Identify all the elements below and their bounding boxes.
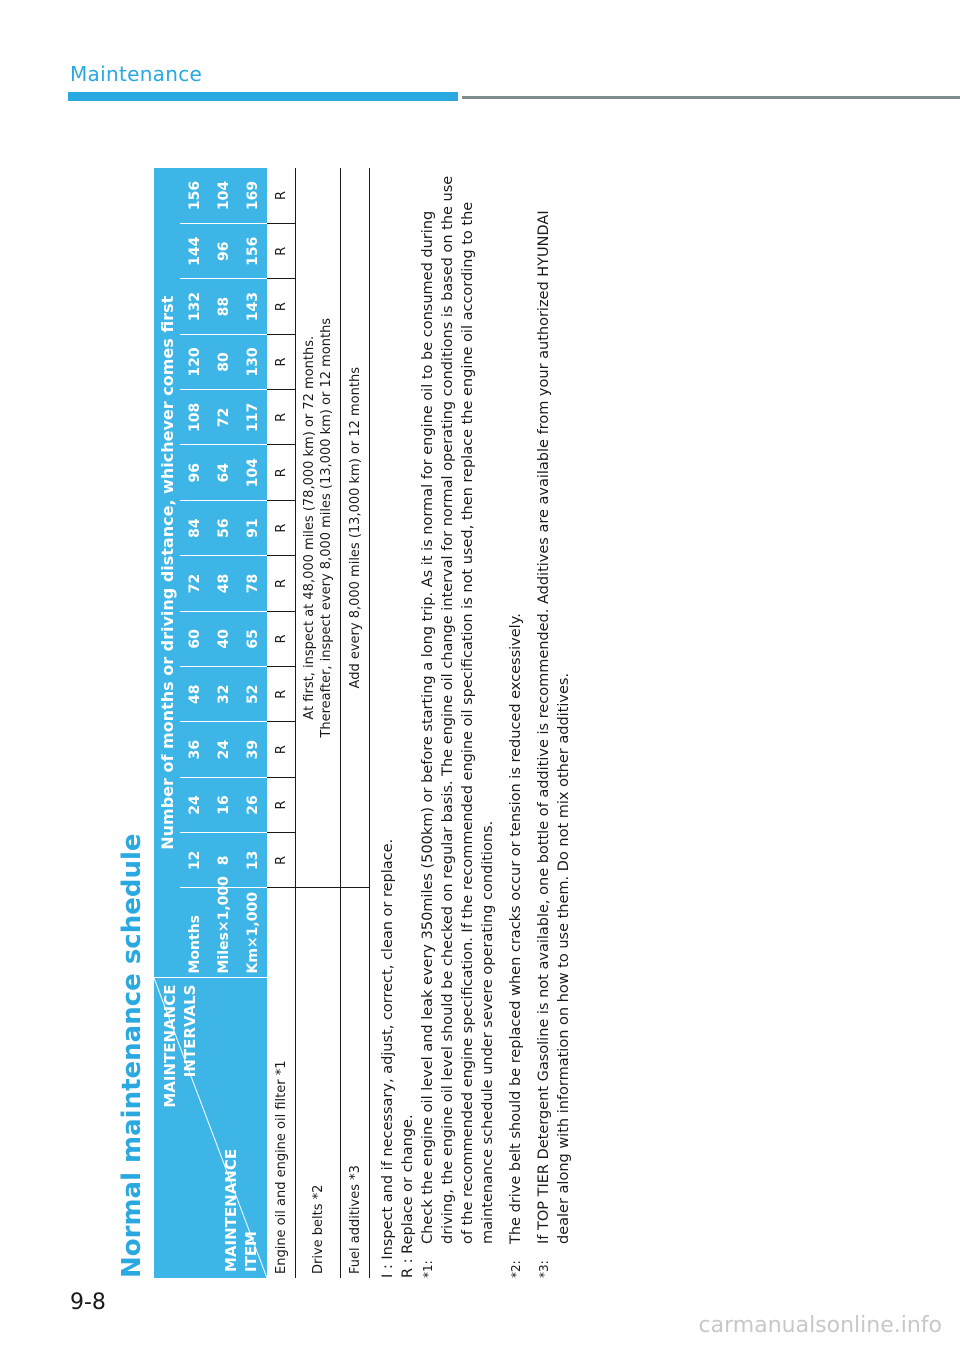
engine-oil-row (267, 168, 296, 1278)
miles-label: Miles×1,000 (209, 888, 238, 978)
engine-oil-label: Engine oil and engine oil filter *1 (267, 888, 296, 1278)
months-value: 120 (180, 334, 209, 389)
header-accent-bar (68, 92, 458, 101)
months-label: Months (180, 888, 209, 978)
corner-intervals-line1: MAINTENANCE (161, 984, 179, 1108)
drive-belts-note-line2: Thereafter, inspect every 8,000 miles (13,000 km) or 12 months (319, 317, 334, 738)
footnote-marker: *1: (421, 1260, 435, 1278)
km-value: 13 (238, 833, 267, 888)
engine-oil-value: R (267, 722, 296, 777)
engine-oil-value: R (267, 833, 296, 888)
engine-oil-value: R (267, 556, 296, 611)
footnote-marker: *3: (537, 1260, 551, 1278)
months-value: 36 (180, 722, 209, 777)
months-value: 72 (180, 556, 209, 611)
miles-value: 24 (209, 722, 238, 777)
months-value: 48 (180, 667, 209, 722)
km-value: 169 (238, 168, 267, 224)
watermark-text: carmanualsonline.info (698, 1313, 942, 1338)
km-label: Km×1,000 (238, 888, 267, 978)
legend-inspect: I : Inspect and if necessary, adjust, correct, clean or replace. (380, 838, 396, 1278)
months-value: 144 (180, 224, 209, 279)
footnote (418, 168, 498, 1278)
drive-belts-note (296, 168, 341, 888)
km-value: 65 (238, 611, 267, 666)
engine-oil-value: R (267, 777, 296, 832)
months-value: 156 (180, 168, 209, 224)
km-value: 78 (238, 556, 267, 611)
drive-belts-label: Drive belts *2 (296, 888, 341, 1278)
page-number: 9-8 (70, 1290, 106, 1315)
months-value: 24 (180, 777, 209, 832)
km-value: 26 (238, 777, 267, 832)
corner-item-label (221, 1149, 261, 1272)
footnote-text: If TOP TIER Detergent Gasoline is not available, one bottle of additive is recommended. Additives are available from your authorized HYUNDAI dealer along with information on how to use them. Do not mix other additives. (536, 210, 572, 1244)
legend-replace: R : Replace or change. (400, 1114, 416, 1278)
fuel-additives-note: Add every 8,000 miles (13,000 km) or 12 months (341, 168, 370, 888)
engine-oil-value: R (267, 224, 296, 279)
footnote-text: The drive belt should be replaced when cracks occur or tension is reduced excessively. (508, 613, 524, 1244)
miles-value: 32 (209, 667, 238, 722)
miles-value: 40 (209, 611, 238, 666)
table-top-header-row (154, 168, 180, 1278)
miles-value: 104 (209, 168, 238, 224)
engine-oil-value: R (267, 168, 296, 224)
corner-intervals-label (160, 985, 200, 1108)
months-value: 96 (180, 445, 209, 500)
km-value: 130 (238, 334, 267, 389)
header-divider-line (462, 96, 960, 99)
months-value: 60 (180, 611, 209, 666)
miles-value: 8 (209, 833, 238, 888)
footnote-marker: *2: (509, 1260, 523, 1278)
miles-value: 88 (209, 279, 238, 334)
fuel-additives-row (341, 168, 370, 1278)
km-value: 91 (238, 500, 267, 555)
corner-intervals-line2: INTERVALS (181, 984, 199, 1078)
months-value: 84 (180, 500, 209, 555)
miles-value: 64 (209, 445, 238, 500)
engine-oil-value: R (267, 279, 296, 334)
miles-value: 56 (209, 500, 238, 555)
footnote-text: Check the engine oil level and leak every 350miles (500km) or before starting a long trip. As it is normal for engine oil to be consumed during driving, the engine oil level should be checked on regular basis. The engine oil change interval for normal operating conditions is based on the use of the recommended engine specification. If the recommended engine oil specification is not used, then replace the engine oil according to the maintenance schedule under severe operating conditions. (420, 175, 496, 1244)
engine-oil-value: R (267, 611, 296, 666)
miles-value: 72 (209, 390, 238, 445)
miles-value: 96 (209, 224, 238, 279)
months-value: 12 (180, 833, 209, 888)
fuel-additives-label: Fuel additives *3 (341, 888, 370, 1278)
table-top-title: Number of months or driving distance, whichever comes first (154, 168, 180, 978)
engine-oil-value: R (267, 445, 296, 500)
months-value: 132 (180, 279, 209, 334)
engine-oil-value: R (267, 500, 296, 555)
km-value: 104 (238, 445, 267, 500)
miles-value: 48 (209, 556, 238, 611)
corner-item-line2: ITEM (242, 1231, 260, 1272)
engine-oil-value: R (267, 667, 296, 722)
table-corner-cell (154, 978, 267, 1278)
km-value: 156 (238, 224, 267, 279)
notes-section (378, 168, 574, 1278)
months-value: 108 (180, 390, 209, 445)
engine-oil-value: R (267, 390, 296, 445)
km-value: 143 (238, 279, 267, 334)
km-value: 39 (238, 722, 267, 777)
engine-oil-value: R (267, 334, 296, 389)
km-value: 52 (238, 667, 267, 722)
maintenance-schedule-table (154, 168, 370, 1278)
km-value: 117 (238, 390, 267, 445)
header-section-label: Maintenance (70, 62, 203, 86)
drive-belts-note-line1: At first, inspect at 48,000 miles (78,000 km) or 72 months. (302, 335, 317, 720)
section-title: Normal maintenance schedule (117, 833, 147, 1278)
corner-item-line1: MAINTENANCE (222, 1148, 240, 1272)
footnote (534, 168, 574, 1278)
drive-belts-row (296, 168, 341, 1278)
miles-value: 16 (209, 777, 238, 832)
miles-value: 80 (209, 334, 238, 389)
rotated-content (110, 138, 574, 1278)
footnote (506, 168, 526, 1278)
